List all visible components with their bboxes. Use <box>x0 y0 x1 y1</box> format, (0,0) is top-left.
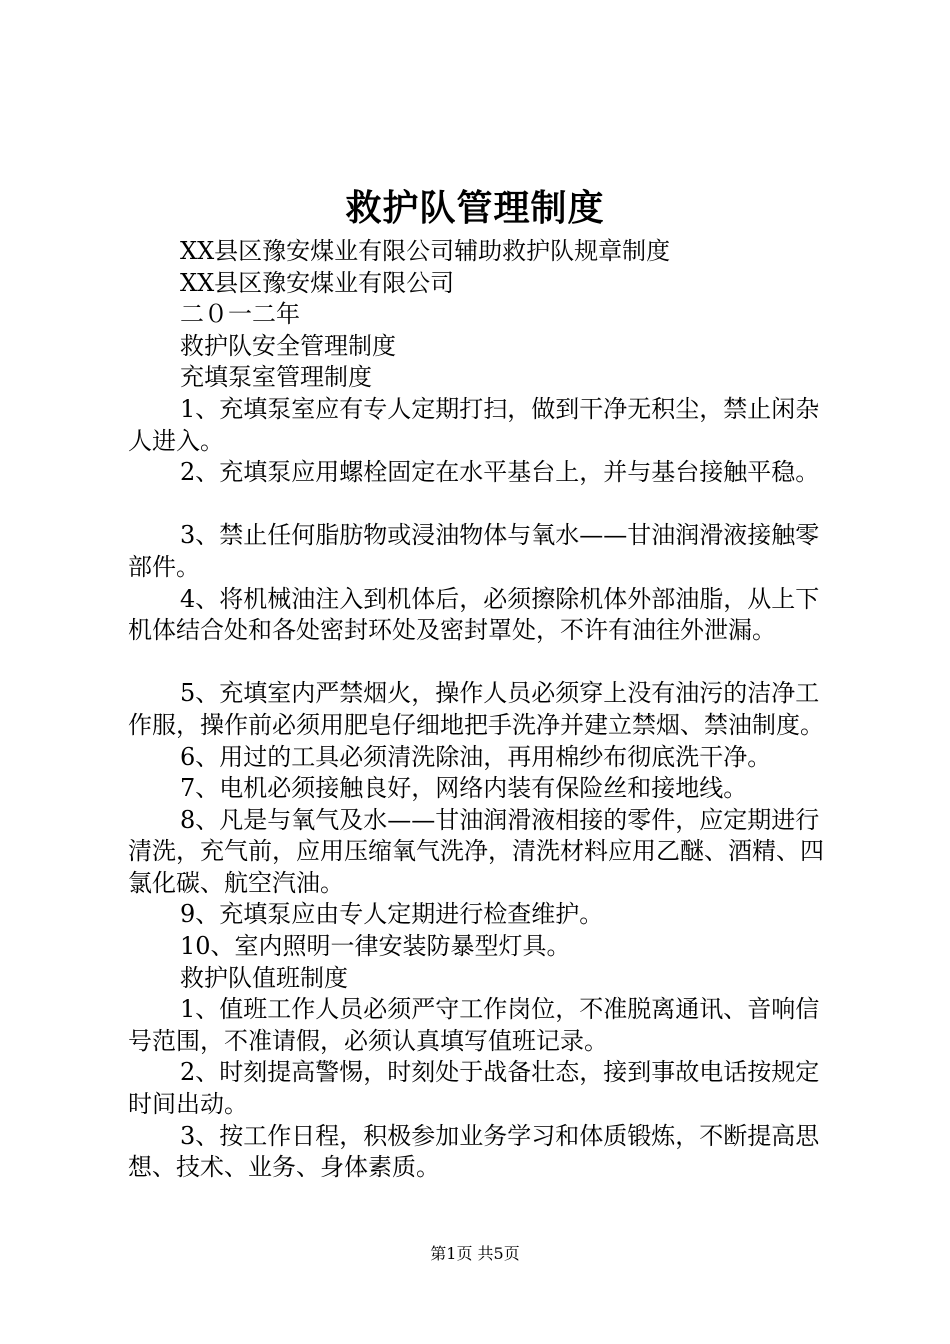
paragraph: 救护队安全管理制度 <box>180 331 396 360</box>
paragraph: 3、禁止任何脂肪物或浸油物体与氧水——甘油润滑液接触零部件。 <box>128 521 820 581</box>
section-heading: 救护队值班制度 <box>180 963 348 992</box>
section-heading: 充填泵室管理制度 <box>180 363 372 392</box>
paragraph: 1、值班工作人员必须严守工作岗位，不准脱离通讯、音响信号范围，不准请假，必须认真填写值班记录。 <box>128 995 820 1055</box>
paragraph: 2、充填泵应用螺栓固定在水平基台上，并与基台接触平稳。 <box>180 458 820 487</box>
document-body <box>128 236 840 1184</box>
blank-line <box>128 647 840 679</box>
paragraph: 6、用过的工具必须清洗除油，再用棉纱布彻底洗干净。 <box>180 742 772 771</box>
document-title: 救护队管理制度 <box>345 187 605 229</box>
paragraph: XX县区豫安煤业有限公司辅助救护队规章制度 <box>180 237 671 265</box>
paragraph: 9、充填泵应由专人定期进行检查维护。 <box>180 900 604 929</box>
paragraph: 3、按工作日程，积极参加业务学习和体质锻炼，不断提高思想、技术、业务、身体素质。 <box>128 1121 820 1182</box>
blank-line <box>128 489 840 521</box>
paragraph: 2、时刻提高警惕，时刻处于战备壮态，接到事故电话按规定时间出动。 <box>128 1058 820 1119</box>
paragraph: XX县区豫安煤业有限公司 <box>180 268 455 297</box>
paragraph: 7、电机必须接触良好，网络内装有保险丝和接地线。 <box>180 774 748 803</box>
paragraph: 1、充填泵室应有专人定期打扫，做到干净无积尘，禁止闲杂人进入。 <box>128 394 820 455</box>
paragraph: 二０一二年 <box>180 300 300 329</box>
paragraph: 4、将机械油注入到机体后，必须擦除机体外部油脂，从上下机体结合处和各处密封环处及密封罩处，不许有油往外泄漏。 <box>128 584 820 645</box>
paragraph: 5、充填室内严禁烟火，操作人员必须穿上没有油污的洁净工作服，操作前必须用肥皂仔细地把手洗净并建立禁烟、禁油制度。 <box>128 679 824 739</box>
paragraph: 10、室内照明一律安装防暴型灯具。 <box>180 932 571 961</box>
page-number: 第1页 共5页 <box>430 1244 520 1263</box>
paragraph: 8、凡是与氧气及水——甘油润滑液相接的零件，应定期进行清洗，充气前，应用压缩氧气洗净，清洗材料应用乙醚、酒精、四氯化碳、航空汽油。 <box>128 805 824 897</box>
